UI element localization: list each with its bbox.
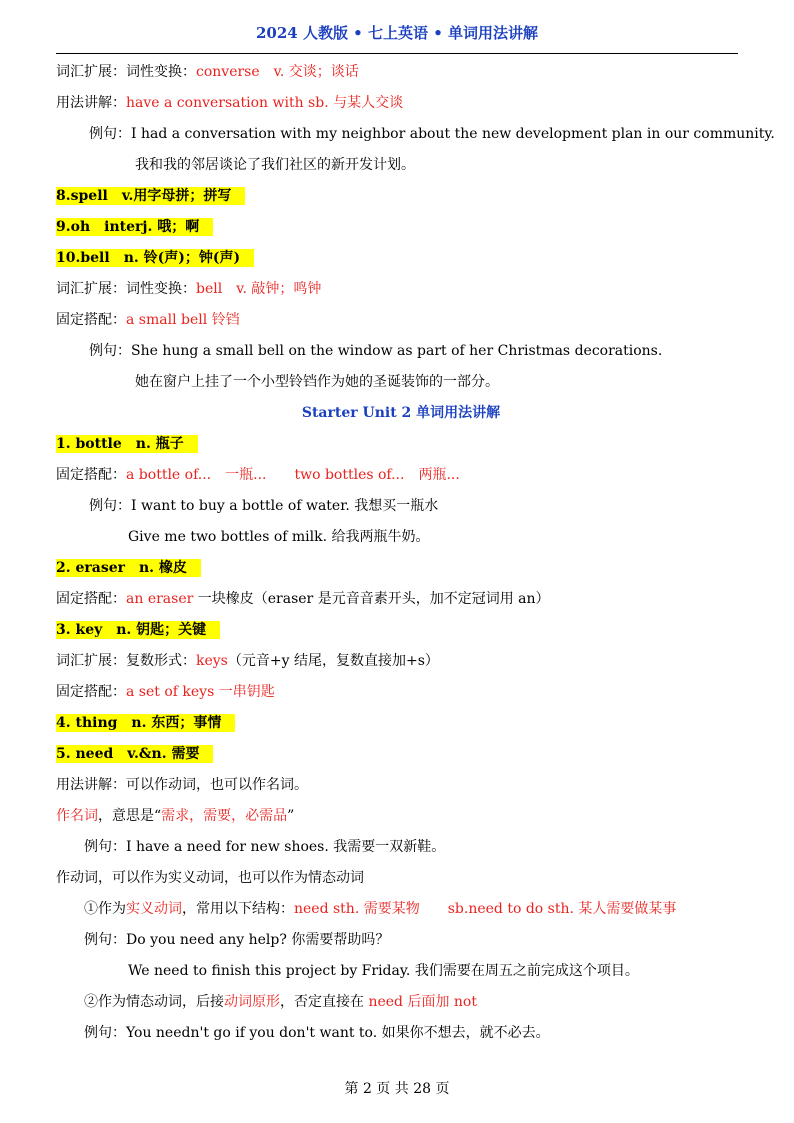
verb-usage-line: 作动词，可以作为实义动词，也可以作为情态动词	[56, 870, 364, 886]
section-heading: Starter Unit 2 单词用法讲解	[301, 405, 501, 421]
word-heading-thing: 4. thing n. 东西；事情	[56, 708, 746, 739]
document-body	[56, 57, 775, 1049]
noun-usage-line: 作名词，意思是“需求，需要，必需品”	[56, 808, 295, 824]
word-heading-eraser: 2. eraser n. 橡皮	[56, 553, 746, 584]
collocation-line: 固定搭配：a set of keys 一串钥匙	[56, 684, 275, 700]
example-translation: 我和我的邻居谈论了我们社区的新开发计划。	[135, 157, 415, 173]
word-heading-need: 5. need v.&n. 需要	[56, 739, 746, 770]
modal-usage-line: ②作为情态动词，后接动词原形，否定直接在 need 后面加 not	[84, 994, 477, 1010]
example-line: Give me two bottles of milk. 给我两瓶牛奶。	[128, 529, 430, 545]
example-line: 例句：Do you need any help? 你需要帮助吗？	[84, 932, 390, 948]
word-heading-oh: 9.oh interj. 哦；啊	[56, 212, 746, 243]
vocab-extension-line: 词汇扩展：词性变换：bell v. 敲钟；鸣钟	[56, 281, 322, 297]
word-heading-key: 3. key n. 钥匙；关键	[56, 615, 746, 646]
example-line: We need to finish this project by Friday. 我们需要在周五之前完成这个项目。	[128, 963, 639, 979]
example-line: 例句：I had a conversation with my neighbor about the new development plan in our community.	[89, 126, 775, 142]
example-line: 例句：You needn't go if you don't want to. 如果你不想去，就不必去。	[84, 1025, 550, 1041]
usage-line: 用法讲解：可以作动词，也可以作名词。	[56, 777, 308, 793]
page-number: 第 2 页 共 28 页	[344, 1081, 450, 1097]
vocab-extension-line: 词汇扩展：词性变换：converse v. 交谈；谈话	[56, 64, 359, 80]
verb-structure-line: ①作为实义动词，常用以下结构：need sth. 需要某物 sb.need to do sth. 某人需要做某事	[84, 901, 677, 917]
word-heading-spell: 8.spell v.用字母拼；拼写	[56, 181, 746, 212]
word-heading-bottle: 1. bottle n. 瓶子	[56, 429, 746, 460]
example-line: 例句：She hung a small bell on the window as part of her Christmas decorations.	[89, 343, 663, 359]
page-header: 2024 人教版 • 七上英语 • 单词用法讲解	[255, 24, 539, 42]
example-line: 例句：I want to buy a bottle of water. 我想买一瓶水	[89, 498, 439, 514]
example-line: 例句：I have a need for new shoes. 我需要一双新鞋。	[84, 839, 446, 855]
collocation-line: 固定搭配：a bottle of... 一瓶... two bottles of... 两瓶...	[56, 467, 460, 483]
collocation-line: 固定搭配：an eraser 一块橡皮（eraser 是元音音素开头，加不定冠词用 an）	[56, 591, 550, 607]
header-divider	[56, 53, 738, 54]
collocation-line: 固定搭配：a small bell 铃铛	[56, 312, 240, 328]
usage-line: 用法讲解：have a conversation with sb. 与某人交谈	[56, 95, 404, 111]
example-translation: 她在窗户上挂了一个小型铃铛作为她的圣诞装饰的一部分。	[135, 374, 499, 390]
word-heading-bell: 10.bell n. 铃(声)；钟(声)	[56, 243, 746, 274]
vocab-extension-line: 词汇扩展：复数形式：keys（元音+y 结尾，复数直接加+s）	[56, 653, 439, 669]
